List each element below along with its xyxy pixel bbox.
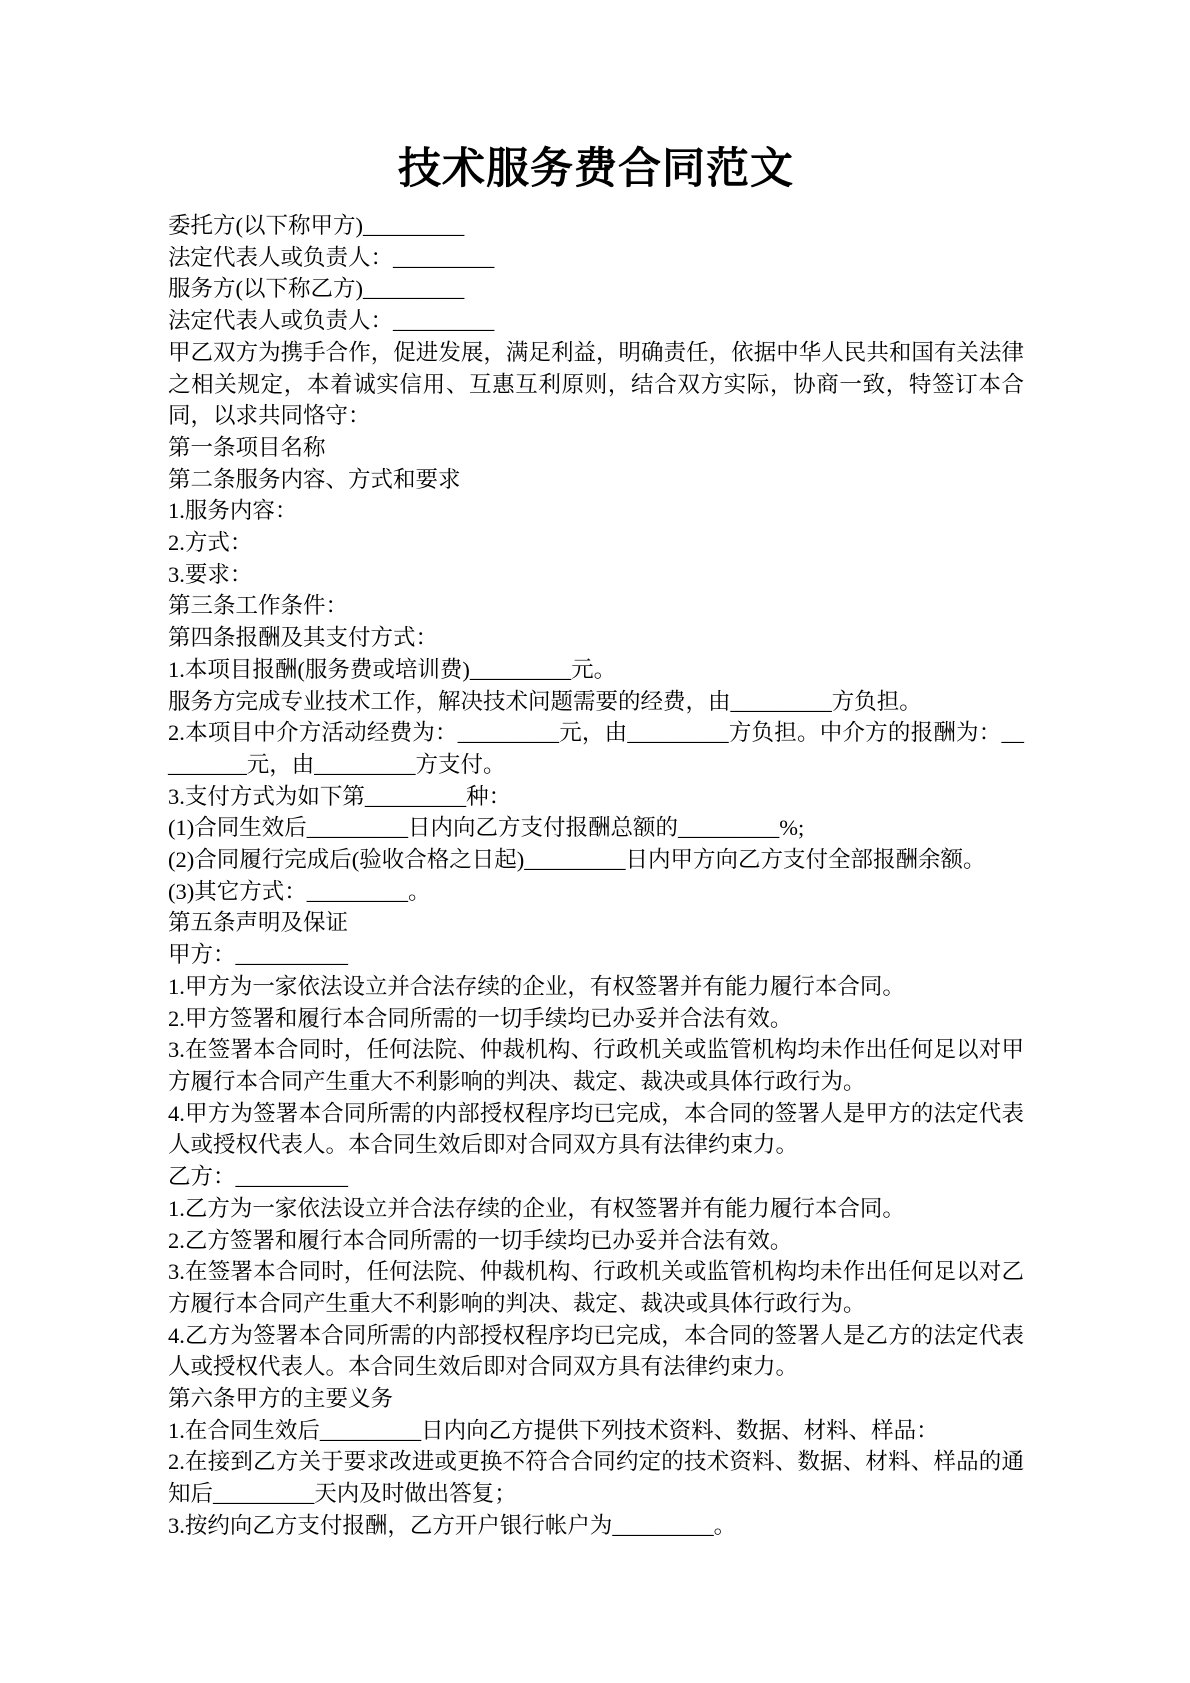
paragraph: 第二条服务内容、方式和要求 xyxy=(168,466,461,492)
paragraph: 法定代表人或负责人：_________ xyxy=(168,244,495,270)
paragraph: 第四条报酬及其支付方式： xyxy=(168,625,439,651)
paragraph: 1.甲方为一家依法设立并合法存续的企业，有权签署并有能力履行本合同。 xyxy=(168,973,905,999)
paragraph: 第五条声明及保证 xyxy=(168,910,349,936)
paragraph: 1.本项目报酬(服务费或培训费)_________元。 xyxy=(168,656,617,682)
paragraph: 3.在签署本合同时，任何法院、仲裁机构、行政机关或监管机构均未作出任何足以对乙方履行本合同产生重大不利影响的判决、裁定、裁决或具体行政行为。 xyxy=(168,1259,1024,1316)
paragraph: 服务方完成专业技术工作，解决技术问题需要的经费，由_________方负担。 xyxy=(168,688,922,714)
paragraph: (2)合同履行完成后(验收合格之日起)_________日内甲方向乙方支付全部报酬余额。 xyxy=(168,847,986,873)
paragraph: (3)其它方式：_________。 xyxy=(168,878,431,904)
paragraph: 2.甲方签署和履行本合同所需的一切手续均已办妥并合法有效。 xyxy=(168,1005,793,1031)
paragraph: 乙方：__________ xyxy=(168,1164,349,1190)
paragraph: 甲方：__________ xyxy=(168,942,349,968)
paragraph: 1.乙方为一家依法设立并合法存续的企业，有权签署并有能力履行本合同。 xyxy=(168,1195,905,1221)
paragraph: 1.在合同生效后_________日内向乙方提供下列技术资料、数据、材料、样品： xyxy=(168,1417,939,1443)
paragraph: 1.服务内容： xyxy=(168,498,298,524)
paragraph: 3.按约向乙方支付报酬，乙方开户银行帐户为_________。 xyxy=(168,1512,737,1538)
document-title: 技术服务费合同范文 xyxy=(398,146,794,193)
paragraph: 第六条甲方的主要义务 xyxy=(168,1386,394,1412)
paragraph: 2.本项目中介方活动经费为：_________元，由_________方负担。中介方的报酬为：_________元，由_________方支付。 xyxy=(168,720,1024,777)
paragraph: 2.在接到乙方关于要求改进或更换不符合合同约定的技术资料、数据、材料、样品的通知后_________天内及时做出答复； xyxy=(168,1449,1024,1507)
paragraph: 甲乙双方为携手合作，促进发展，满足利益，明确责任，依据中华人民共和国有关法律之相关规定，本着诚实信用、互惠互利原则，结合双方实际，协商一致，特签订本合同，以求共同恪守： xyxy=(168,339,1024,429)
paragraph: 3.要求： xyxy=(168,561,253,587)
paragraph: 法定代表人或负责人：_________ xyxy=(168,308,495,334)
document-body xyxy=(168,210,1024,1542)
paragraph: 第一条项目名称 xyxy=(168,434,326,460)
paragraph: 4.乙方为签署本合同所需的内部授权程序均已完成，本合同的签署人是乙方的法定代表人或授权代表人。本合同生效后即对合同双方具有法律约束力。 xyxy=(168,1322,1024,1380)
paragraph: 服务方(以下称乙方)_________ xyxy=(168,276,465,302)
paragraph: 第三条工作条件： xyxy=(168,593,349,619)
paragraph: 3.在签署本合同时，任何法院、仲裁机构、行政机关或监管机构均未作出任何足以对甲方履行本合同产生重大不利影响的判决、裁定、裁决或具体行政行为。 xyxy=(168,1037,1024,1094)
paragraph: 3.支付方式为如下第_________种： xyxy=(168,783,512,809)
paragraph: 4.甲方为签署本合同所需的内部授权程序均已完成，本合同的签署人是甲方的法定代表人或授权代表人。本合同生效后即对合同双方具有法律约束力。 xyxy=(168,1100,1024,1158)
paragraph: 2.乙方签署和履行本合同所需的一切手续均已办妥并合法有效。 xyxy=(168,1227,793,1253)
paragraph: 委托方(以下称甲方)_________ xyxy=(168,213,465,238)
paragraph: (1)合同生效后_________日内向乙方支付报酬总额的_________%; xyxy=(168,815,805,841)
paragraph: 2.方式： xyxy=(168,530,253,556)
